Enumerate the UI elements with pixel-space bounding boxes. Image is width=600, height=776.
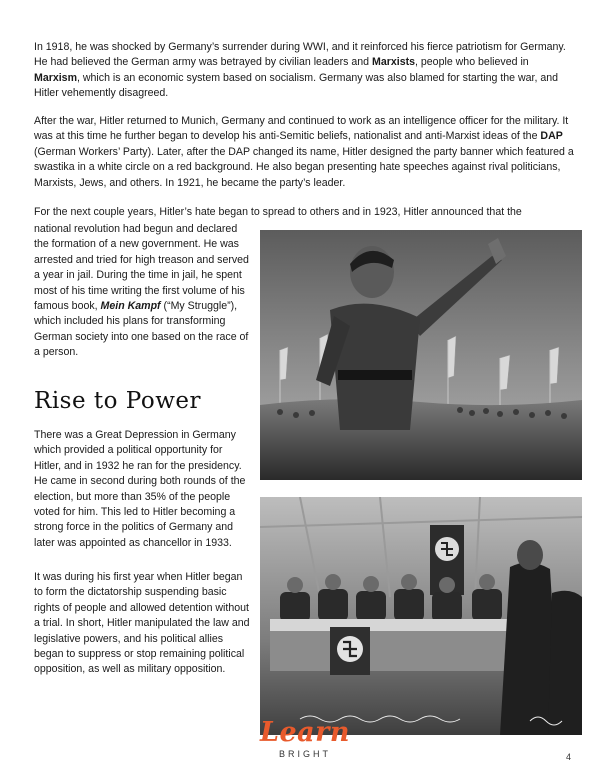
- text-run: In 1918, he was shocked by Germany’s surrender during WWI, and it reinforced his fierce patriotism for Germany. He had believed the German army was betrayed by civilian leaders and: [34, 41, 566, 69]
- photo-meeting-hall: [260, 497, 582, 735]
- text-run: national revolution had begun and declared the formation of a new government. He was arrested and tried for high treason and served a year in jail. During the time in jail, he spent most of his time writing the first volume of his famous book,: [34, 223, 249, 313]
- learn-bright-logo: [250, 718, 360, 770]
- text-run: , people who believed in: [415, 56, 529, 69]
- bold-term-marxism: Marxism: [34, 71, 77, 84]
- photo-rally-salute: [260, 230, 582, 480]
- photo-meeting-hall-image: [260, 497, 582, 735]
- text-run: After the war, Hitler returned to Munich, Germany and continued to work as an intelligence officer for the military. It was at this time he further began to develop his anti-Semitic beliefs, nationalist and anti-Marxist ideas of the: [34, 115, 569, 143]
- logo-word: Learn: [259, 717, 350, 748]
- paragraph-next-years-rest: [34, 222, 250, 361]
- section-heading: Rise to Power: [34, 388, 201, 414]
- bold-term-dap: DAP: [540, 130, 563, 143]
- paragraph-surrender: [34, 40, 574, 102]
- paragraph-dictatorship: It was during his first year when Hitler began to form the dictatorship suspending basic rights of people and allowed detention without a trial. In short, Hitler manipulated the law and legislative powers, and his political allies began to suppress or stop remaining political opposition, as well as military opposition.: [34, 571, 250, 676]
- paragraph-next-years-lead: For the next couple years, Hitler’s hate began to spread to others and in 1923, Hitler announced that the: [34, 206, 522, 218]
- text-run: , which is an economic system based on socialism. Germany was also blamed for starting the war, and Hitler vehemently disagreed.: [34, 71, 559, 100]
- paragraph-great-depression: There was a Great Depression in Germany which provided a political opportunity for Hitler, and in 1932 he ran for the presidency. He came in second during both rounds of the election, but more than 35% of the people voted for him. This led to Hitler becoming a strong force in the politics of Germany and later was appointed as chancellor in 1933.: [34, 429, 246, 549]
- paragraph-after-war: [34, 114, 574, 191]
- book-title-mein-kampf: Mein Kampf: [100, 300, 161, 313]
- text-run: (German Workers’ Party). Later, after the DAP changed its name, Hitler designed the party banner which featured a swastika in a white circle on a red background. He also began presenting hate speeches against rival politicians, Marxists, Jews, and others. In 1921, he became the party’s leader.: [34, 145, 574, 189]
- bold-term-marxists: Marxists: [372, 56, 416, 69]
- logo-subword: BRIGHT: [278, 749, 331, 759]
- photo-rally-salute-image: [260, 230, 582, 480]
- text-run: (“My Struggle”), which included his plans for transforming German society into one based on the race of a person.: [34, 300, 249, 359]
- page-number: 4: [566, 752, 572, 762]
